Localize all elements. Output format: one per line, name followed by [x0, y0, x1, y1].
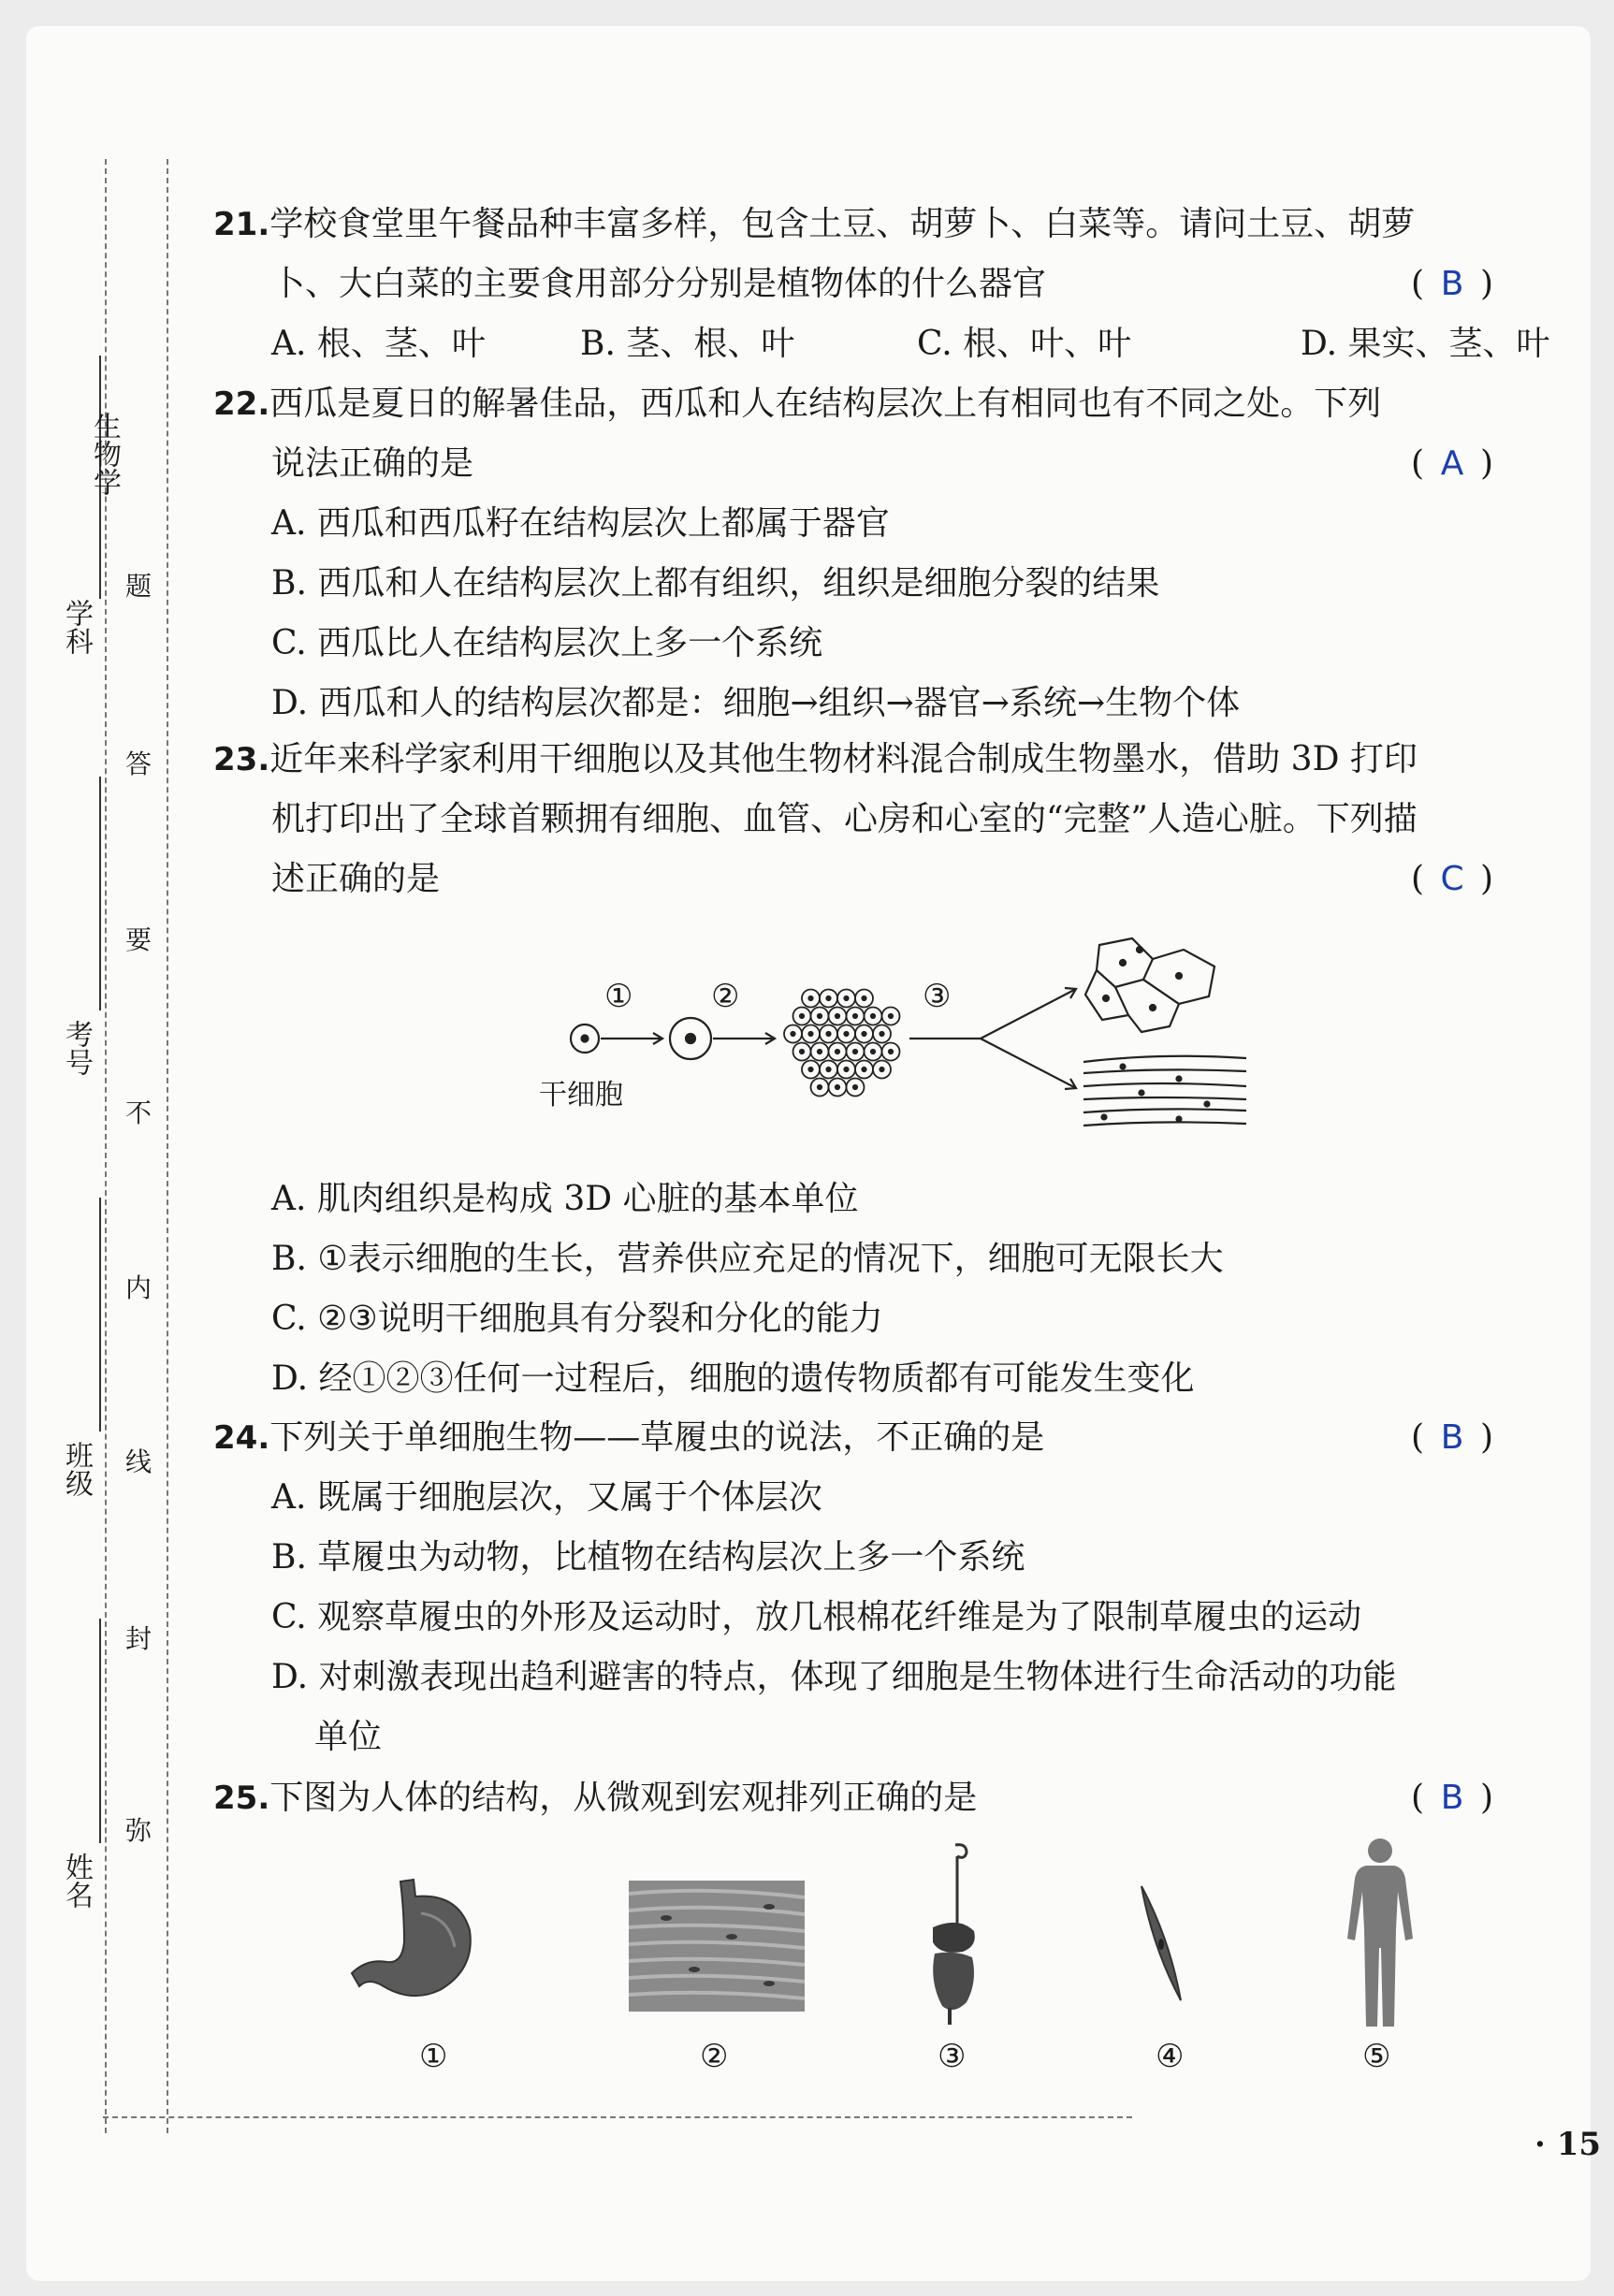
question-25: [213, 1768, 1523, 1828]
seal-char: 要: [124, 924, 152, 955]
answer-value: B: [1440, 1779, 1464, 1817]
question-number: 23.: [213, 741, 270, 778]
figure-label-2: ②: [700, 2038, 729, 2075]
answer-bracket: ( A ): [1411, 434, 1523, 494]
binding-dash-line-inner: [167, 159, 168, 2133]
stem-cell-diagram-svg: [524, 922, 1254, 1146]
muscle-cell-image: [1132, 1882, 1188, 2004]
seal-char: 封: [124, 1623, 152, 1654]
digestive-system-image: [922, 1841, 987, 2028]
field-name-label: 姓名: [60, 1853, 93, 1909]
answer-value: C: [1440, 860, 1464, 898]
question-number: 24.: [213, 1419, 270, 1457]
question-number: 22.: [213, 385, 270, 423]
human-body-image: [1338, 1836, 1422, 2032]
field-class-label: 班级: [60, 1441, 93, 1497]
question-23-options: [213, 1170, 1523, 1409]
question-number: 21.: [213, 206, 270, 243]
page-number-value: 15: [1556, 2126, 1602, 2163]
question-stem-line: 卜、大白菜的主要食用部分分别是植物体的什么器官: [271, 265, 1047, 303]
option-d: D. 对刺激表现出趋利避害的特点，体现了细胞是生物体进行生命活动的功能: [271, 1658, 1397, 1696]
figure-label-5: ⑤: [1362, 2038, 1391, 2075]
answer-value: B: [1440, 265, 1464, 303]
stem-cell-diagram: [524, 922, 1254, 1146]
figure-label-3: ③: [938, 2038, 967, 2075]
option-a: A. 既属于细胞层次，又属于个体层次: [271, 1478, 822, 1517]
question-stem-line: 西瓜是夏日的解暑佳品，西瓜和人在结构层次上有相同也有不同之处。下列: [269, 385, 1382, 423]
question-stem-line: 说法正确的是: [271, 444, 474, 483]
question-21: [213, 195, 1550, 374]
answer-bracket: ( B ): [1411, 1768, 1523, 1828]
option-d-continued: 单位: [314, 1718, 383, 1756]
question-23: [213, 730, 1523, 909]
option-b: B. 草履虫为动物，比植物在结构层次上多一个系统: [271, 1538, 1025, 1577]
answer-bracket: ( B ): [1411, 254, 1523, 314]
option-b: B. 西瓜和人在结构层次上都有组织，组织是细胞分裂的结果: [271, 564, 1160, 603]
bottom-divider: [103, 2116, 1132, 2118]
question-stem-line: 学校食堂里午餐品种丰富多样，包含土豆、胡萝卜、白菜等。请问土豆、胡萝: [269, 205, 1416, 243]
seal-char: 不: [124, 1097, 152, 1128]
option-c: C. 观察草履虫的外形及运动时，放几根棉花纤维是为了限制草履虫的运动: [271, 1598, 1362, 1636]
diagram-step-3: ③: [923, 978, 952, 1015]
page-number: [1534, 2126, 1601, 2163]
diagram-step-1: ①: [604, 978, 633, 1015]
field-subject-label: 学科: [60, 599, 93, 655]
seal-char: 答: [124, 748, 152, 779]
stomach-image: [346, 1876, 487, 2007]
answer-value: B: [1440, 1418, 1464, 1457]
diagram-step-2: ②: [711, 978, 740, 1015]
field-class: [47, 1198, 103, 1506]
option-c: C. 西瓜比人在结构层次上多一个系统: [271, 624, 823, 662]
figure-label-4: ④: [1156, 2038, 1185, 2075]
seal-char: 内: [124, 1272, 152, 1303]
seal-char: 弥: [124, 1815, 152, 1846]
field-subject: [47, 356, 121, 664]
option-d: D. 果实、茎、叶: [1301, 325, 1550, 363]
question-24: [213, 1408, 1523, 1767]
field-subject-value: 生物学: [88, 412, 121, 496]
option-c: C. 根、叶、叶: [917, 325, 1132, 363]
question-stem-line: 下图为人体的结构，从微观到宏观排列正确的是: [269, 1779, 978, 1817]
option-a: A. 根、茎、叶: [271, 325, 486, 363]
figure-label-1: ①: [419, 2038, 448, 2075]
question-stem-line: 述正确的是: [271, 860, 441, 898]
option-d: D. 西瓜和人的结构层次都是：细胞→组织→器官→系统→生物个体: [271, 684, 1241, 722]
seal-char: 题: [124, 571, 152, 602]
answer-bracket: ( C ): [1411, 850, 1523, 909]
field-exam-id: [47, 777, 103, 1085]
option-d: D. 经①②③任何一过程后，细胞的遗传物质都有可能发生变化: [271, 1359, 1195, 1398]
diagram-caption: 干细胞: [539, 1079, 623, 1112]
question-stem-line: 近年来科学家利用干细胞以及其他生物材料混合制成生物墨水，借助 3D 打印: [269, 740, 1418, 778]
field-exam-id-label: 考号: [60, 1020, 93, 1076]
question-stem-line: 下列关于单细胞生物——草履虫的说法，不正确的是: [269, 1418, 1045, 1457]
option-a: A. 西瓜和西瓜籽在结构层次上都属于器官: [271, 504, 890, 543]
answer-value: A: [1440, 444, 1464, 483]
option-b: B. ①表示细胞的生长，营养供应充足的情况下，细胞可无限长大: [271, 1240, 1224, 1278]
question-number: 25.: [213, 1780, 270, 1817]
option-b: B. 茎、根、叶: [580, 325, 795, 363]
answer-bracket: ( B ): [1411, 1408, 1523, 1468]
seal-char: 线: [124, 1446, 152, 1477]
muscle-tissue-image: [629, 1881, 805, 2012]
option-c: C. ②③说明干细胞具有分裂和分化的能力: [271, 1300, 883, 1338]
question-stem-line: 机打印出了全球首颗拥有细胞、血管、心房和心室的“完整”人造心脏。下列描: [271, 800, 1418, 838]
page-number-dot: ·: [1534, 2126, 1546, 2163]
option-a: A. 肌肉组织是构成 3D 心脏的基本单位: [271, 1180, 859, 1218]
field-name: [47, 1619, 103, 1927]
question-22: [213, 374, 1523, 734]
